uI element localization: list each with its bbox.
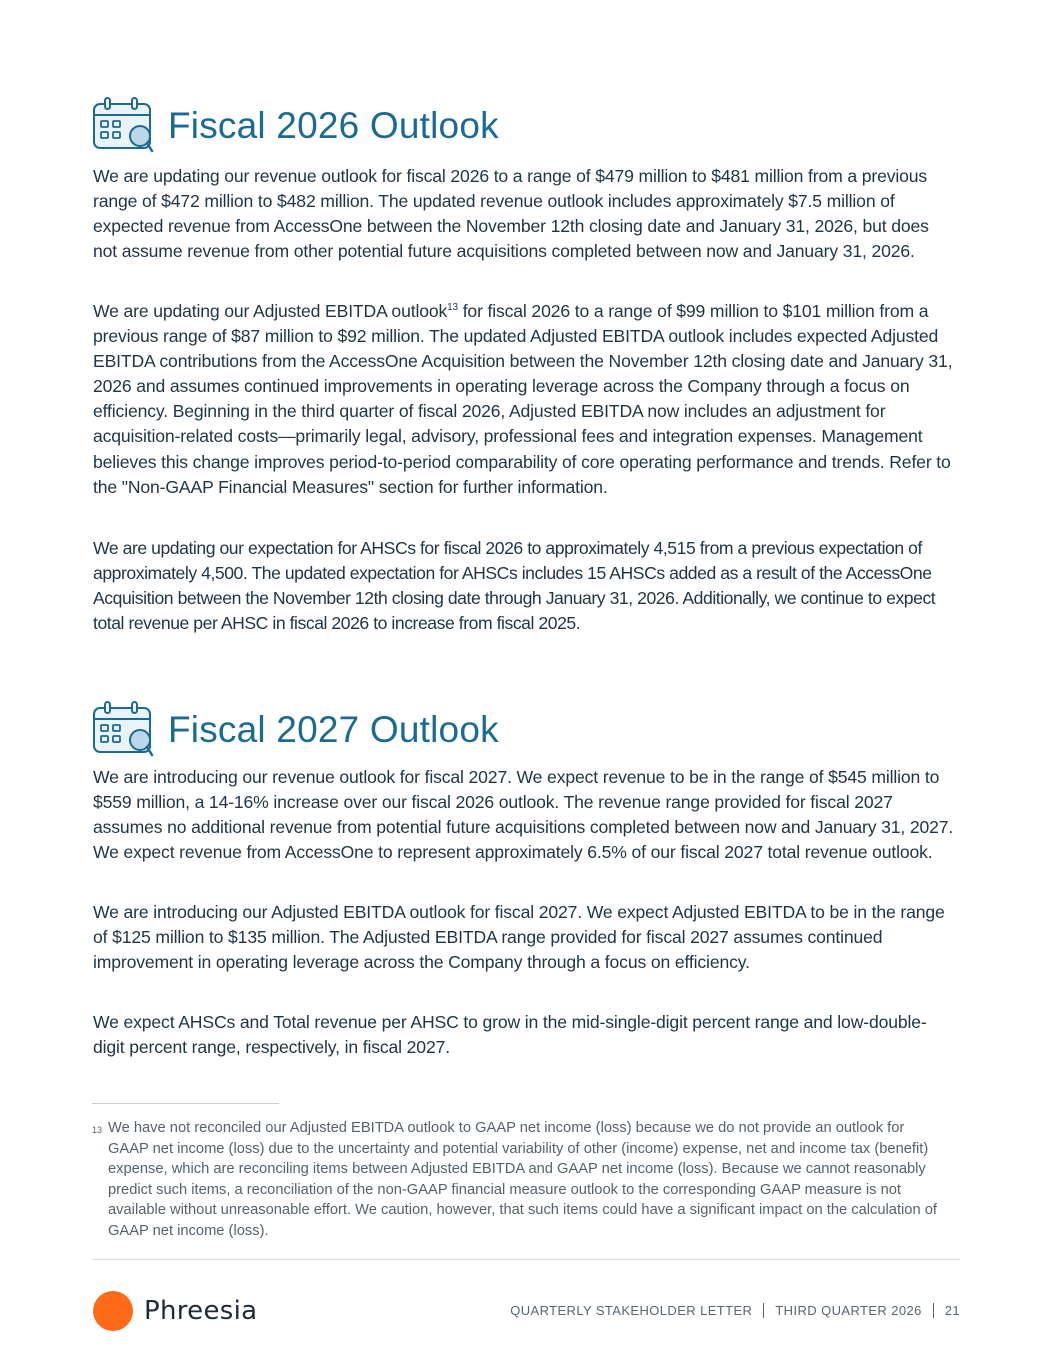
paragraph-fy26-ebitda xyxy=(93,299,955,500)
calendar-search-icon xyxy=(92,700,154,760)
logo-wordmark: Phreesia xyxy=(144,1296,258,1326)
footnote-text: We have not reconciled our Adjusted EBITDA outlook to GAAP net income (loss) because we do not provide an outlook for GAAP net income (loss) due to the uncertainty and potential variability of other (income) expense, net and income tax (benefit) expense, which are reconciling items between Adjusted EBITDA and GAAP net income (loss). Because we cannot reasonably predict such items, a reconciliation of the non-GAAP financial measure outlook to the corresponding GAAP measure is not available without unreasonable effort. We caution, however, that such items could have a significant impact on the calculation of GAAP net income (loss). xyxy=(108,1120,937,1239)
footnote-reference[interactable]: 13 xyxy=(447,302,458,314)
paragraph-text: for fiscal 2026 to a range of $99 million to $101 million from a previous range of $87 million to $92 million. The updated Adjusted EBITDA outlook includes expected Adjusted EBITDA contributions from the AccessOne Acquisition between the November 12th closing date and January 31, 2026 and assumes continued improvements in operating leverage across the Company through a focus on efficiency. Beginning in the third quarter of fiscal 2026, Adjusted EBITDA now includes an adjustment for acquisition-related costs—primarily legal, advisory, professional fees and integration expenses. Management believes this change improves period-to-period comparability of core operating performance and trends. Refer to the "Non-GAAP Financial Measures" section for further information. xyxy=(93,301,953,497)
page-number: 21 xyxy=(944,1303,960,1318)
paragraph-fy26-ahsc: We are updating our expectation for AHSCs for fiscal 2026 to approximately 4,515 from a previous expectation of approximately 4,500. The updated expectation for AHSCs includes 15 AHSCs added as a result of the AccessOne Acquisition between the November 12th closing date through January 31, 2026. Additionally, we continue to expect total revenue per AHSC in fiscal 2026 to increase from fiscal 2025. xyxy=(93,538,936,634)
phreesia-logo xyxy=(93,1291,257,1331)
footnote-number: 13 xyxy=(92,1125,103,1135)
section-heading-fiscal-2027 xyxy=(92,684,499,776)
paragraph-fy27-revenue: We are introducing our revenue outlook for fiscal 2027. We expect revenue to be in the range of $545 million to $559 million, a 14-16% increase over our fiscal 2026 outlook. The revenue range provided for fiscal 2027 assumes no additional revenue from potential future acquisitions completed between now and January 31, 2027. We expect revenue from AccessOne to represent approximately 6.5% of our fiscal 2027 total revenue outlook. xyxy=(93,767,954,863)
footer-period: THIRD QUARTER 2026 xyxy=(775,1303,922,1318)
paragraph-fy26-revenue: We are updating our revenue outlook for fiscal 2026 to a range of $479 million to $481 million from a previous range of $472 million to $482 million. The updated revenue outlook includes approximately $7.5 million of expected revenue from AccessOne between the November 12th closing date and January 31, 2026, but does not assume revenue from other potential future acquisitions completed between now and January 31, 2026. xyxy=(93,166,929,262)
section-title: Fiscal 2027 Outlook xyxy=(168,708,499,750)
footnote xyxy=(92,1118,942,1241)
footer-meta xyxy=(510,1303,960,1318)
footer-divider xyxy=(92,1259,960,1260)
footer-doc-label: QUARTERLY STAKEHOLDER LETTER xyxy=(510,1303,753,1318)
paragraph-text: We are updating our Adjusted EBITDA outlook xyxy=(93,301,448,321)
calendar-search-icon xyxy=(92,96,154,156)
section-title: Fiscal 2026 Outlook xyxy=(168,104,499,146)
section-heading-fiscal-2026 xyxy=(92,80,499,172)
paragraph-fy27-ahsc: We expect AHSCs and Total revenue per AHSC to grow in the mid-single-digit percent range and low-double-digit percent range, respectively, in fiscal 2027. xyxy=(93,1012,927,1058)
footer-separator xyxy=(763,1303,764,1318)
logo-mark-icon xyxy=(93,1291,133,1331)
footnote-divider xyxy=(92,1103,279,1104)
paragraph-fy27-ebitda: We are introducing our Adjusted EBITDA outlook for fiscal 2027. We expect Adjusted EBITDA to be in the range of $125 million to $135 million. The Adjusted EBITDA range provided for fiscal 2027 assumes continued improvement in operating leverage across the Company through a focus on efficiency. xyxy=(93,902,945,973)
footer-separator xyxy=(933,1303,934,1318)
